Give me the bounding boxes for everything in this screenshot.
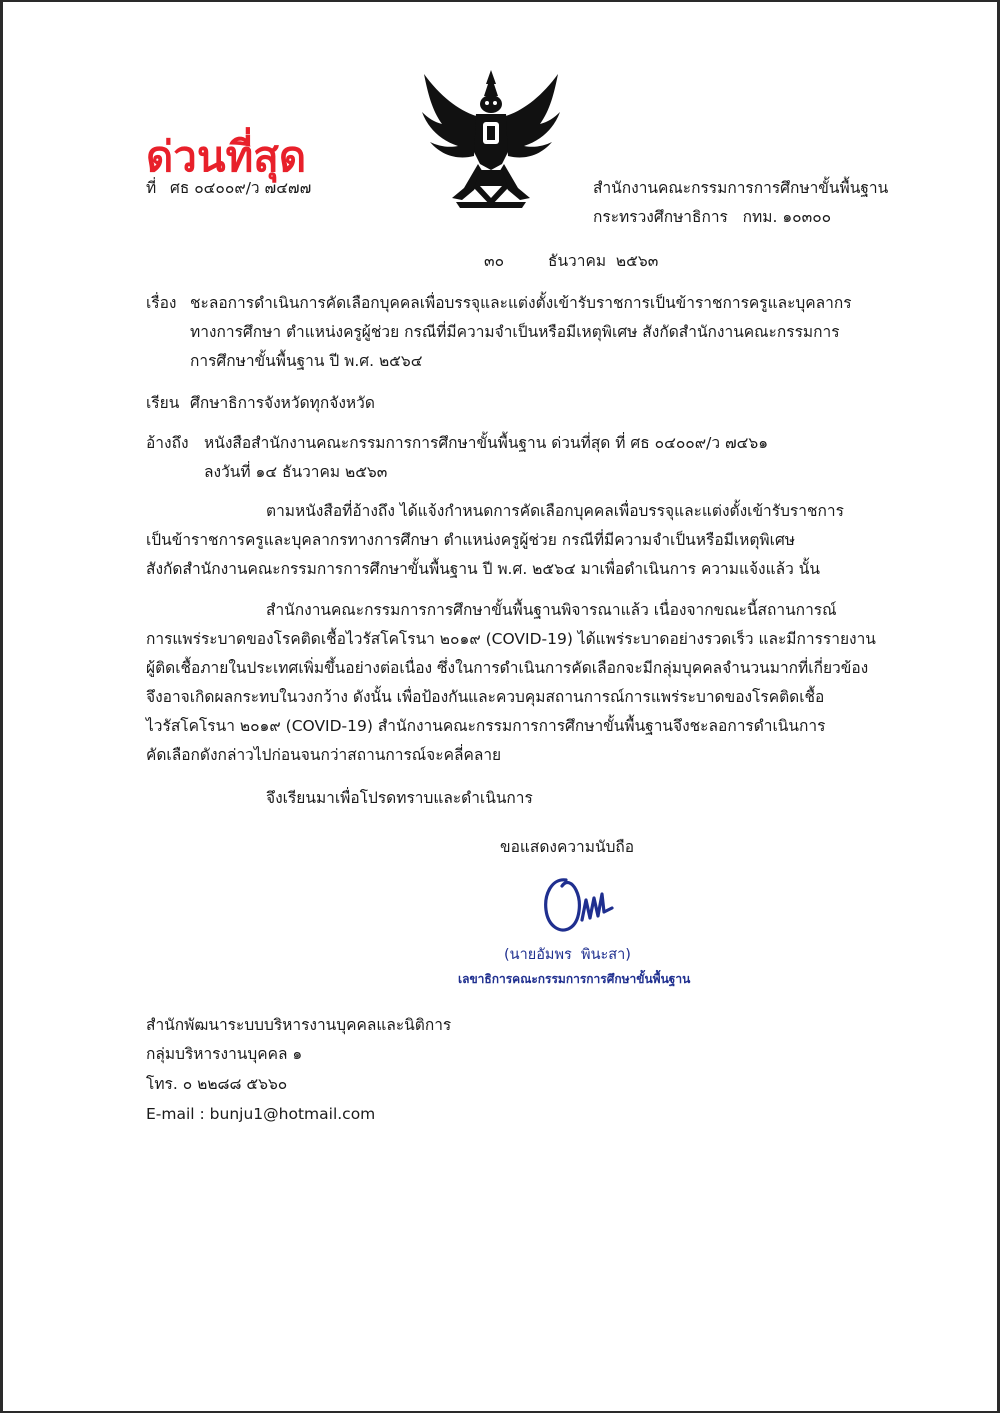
- signatory-name: (นายอัมพร พินะสา): [504, 947, 631, 963]
- body-para2-line: การแพร่ระบาดของโรคติดเชื้อไวรัสโคโรนา ๒๐๑๙ (COVID-19) ได้แพร่ระบาดอย่างรวดเร็ว และมีการรายงาน: [146, 630, 876, 648]
- date-month-year: ธันวาคม ๒๕๖๓: [548, 252, 659, 270]
- scan-border-top: [0, 0, 1000, 2]
- body-para2-line: คัดเลือกดังกล่าวไปก่อนจนกว่าสถานการณ์จะคลี่คลาย: [146, 746, 502, 764]
- signatory-title: เลขาธิการคณะกรรมการการศึกษาขั้นพื้นฐาน: [458, 972, 691, 986]
- garuda-emblem-icon: [418, 66, 564, 214]
- date-day: ๓๐: [484, 252, 505, 270]
- reference-date: ลงวันที่ ๑๔ ธันวาคม ๒๕๖๓: [204, 463, 388, 481]
- handwritten-signature: [538, 872, 618, 938]
- office-address: กระทรวงศึกษาธิการ กทม. ๑๐๓๐๐: [593, 208, 832, 226]
- office-name: สำนักงานคณะกรรมการการศึกษาขั้นพื้นฐาน: [593, 179, 889, 197]
- body-para1-line: ตามหนังสือที่อ้างถึง ได้แจ้งกำหนดการคัดเลือกบุคคลเพื่อบรรจุและแต่งตั้งเข้ารับราชการ: [266, 502, 844, 520]
- footer-unit: สำนักพัฒนาระบบบริหารงานบุคคลและนิติการ: [146, 1016, 452, 1034]
- closing-line: จึงเรียนมาเพื่อโปรดทราบและดำเนินการ: [266, 789, 533, 807]
- body-para2-line: จึงอาจเกิดผลกระทบในวงกว้าง ดังนั้น เพื่อป้องกันและควบคุมสถานการณ์การแพร่ระบาดของโรคติดเชื้อ: [146, 688, 825, 706]
- body-para2-line: ผู้ติดเชื้อภายในประเทศเพิ่มขึ้นอย่างต่อเนื่อง ซึ่งในการดำเนินการคัดเลือกจะมีกลุ่มบุคคลจำนวนมากที่เกี่ยวข้อง: [146, 659, 869, 677]
- scan-border-left: [0, 0, 3, 1413]
- to-label: เรียน: [146, 394, 180, 412]
- subject-line: ทางการศึกษา ตำแหน่งครูผู้ช่วย กรณีที่มีความจำเป็นหรือมีเหตุพิเศษ สังกัดสำนักงานคณะกรรมการ: [190, 323, 840, 341]
- body-para1-line: สังกัดสำนักงานคณะกรรมการการศึกษาขั้นพื้นฐาน ปี พ.ศ. ๒๕๖๔ มาเพื่อดำเนินการ ความแจ้งแล้ว นั้น: [146, 560, 820, 578]
- to-recipient: ศึกษาธิการจังหวัดทุกจังหวัด: [190, 394, 375, 412]
- body-para2-line: สำนักงานคณะกรรมการการศึกษาขั้นพื้นฐานพิจารณาแล้ว เนื่องจากขณะนี้สถานการณ์: [266, 601, 837, 619]
- salutation: ขอแสดงความนับถือ: [500, 838, 635, 856]
- reference-line: หนังสือสำนักงานคณะกรรมการการศึกษาขั้นพื้นฐาน ด่วนที่สุด ที่ ศธ ๐๔๐๐๙/ว ๗๔๖๑: [204, 434, 769, 452]
- footer-phone: โทร. ๐ ๒๒๘๘ ๕๖๖๐: [146, 1075, 288, 1093]
- body-para2-line: ไวรัสโคโรนา ๒๐๑๙ (COVID-19) สำนักงานคณะกรรมการการศึกษาขั้นพื้นฐานจึงชะลอการดำเนินการ: [146, 717, 826, 735]
- subject-line: ชะลอการดำเนินการคัดเลือกบุคคลเพื่อบรรจุและแต่งตั้งเข้ารับราชการเป็นข้าราชการครูและบุคลากร: [190, 294, 852, 312]
- doc-no-label: ที่: [146, 179, 157, 197]
- body-para1-line: เป็นข้าราชการครูและบุคลากรทางการศึกษา ตำแหน่งครูผู้ช่วย กรณีที่มีความจำเป็นหรือมีเหตุพิเศษ: [146, 531, 796, 549]
- footer-group: กลุ่มบริหารงานบุคคล ๑: [146, 1045, 303, 1063]
- urgency-stamp: ด่วนที่สุด: [146, 132, 307, 181]
- subject-label: เรื่อง: [146, 294, 177, 312]
- doc-number: ศธ ๐๔๐๐๙/ว ๗๔๗๗: [170, 179, 312, 197]
- reference-label: อ้างถึง: [146, 434, 189, 452]
- footer-email: E-mail : bunju1@hotmail.com: [146, 1105, 376, 1123]
- subject-line: การศึกษาขั้นพื้นฐาน ปี พ.ศ. ๒๕๖๔: [190, 352, 423, 370]
